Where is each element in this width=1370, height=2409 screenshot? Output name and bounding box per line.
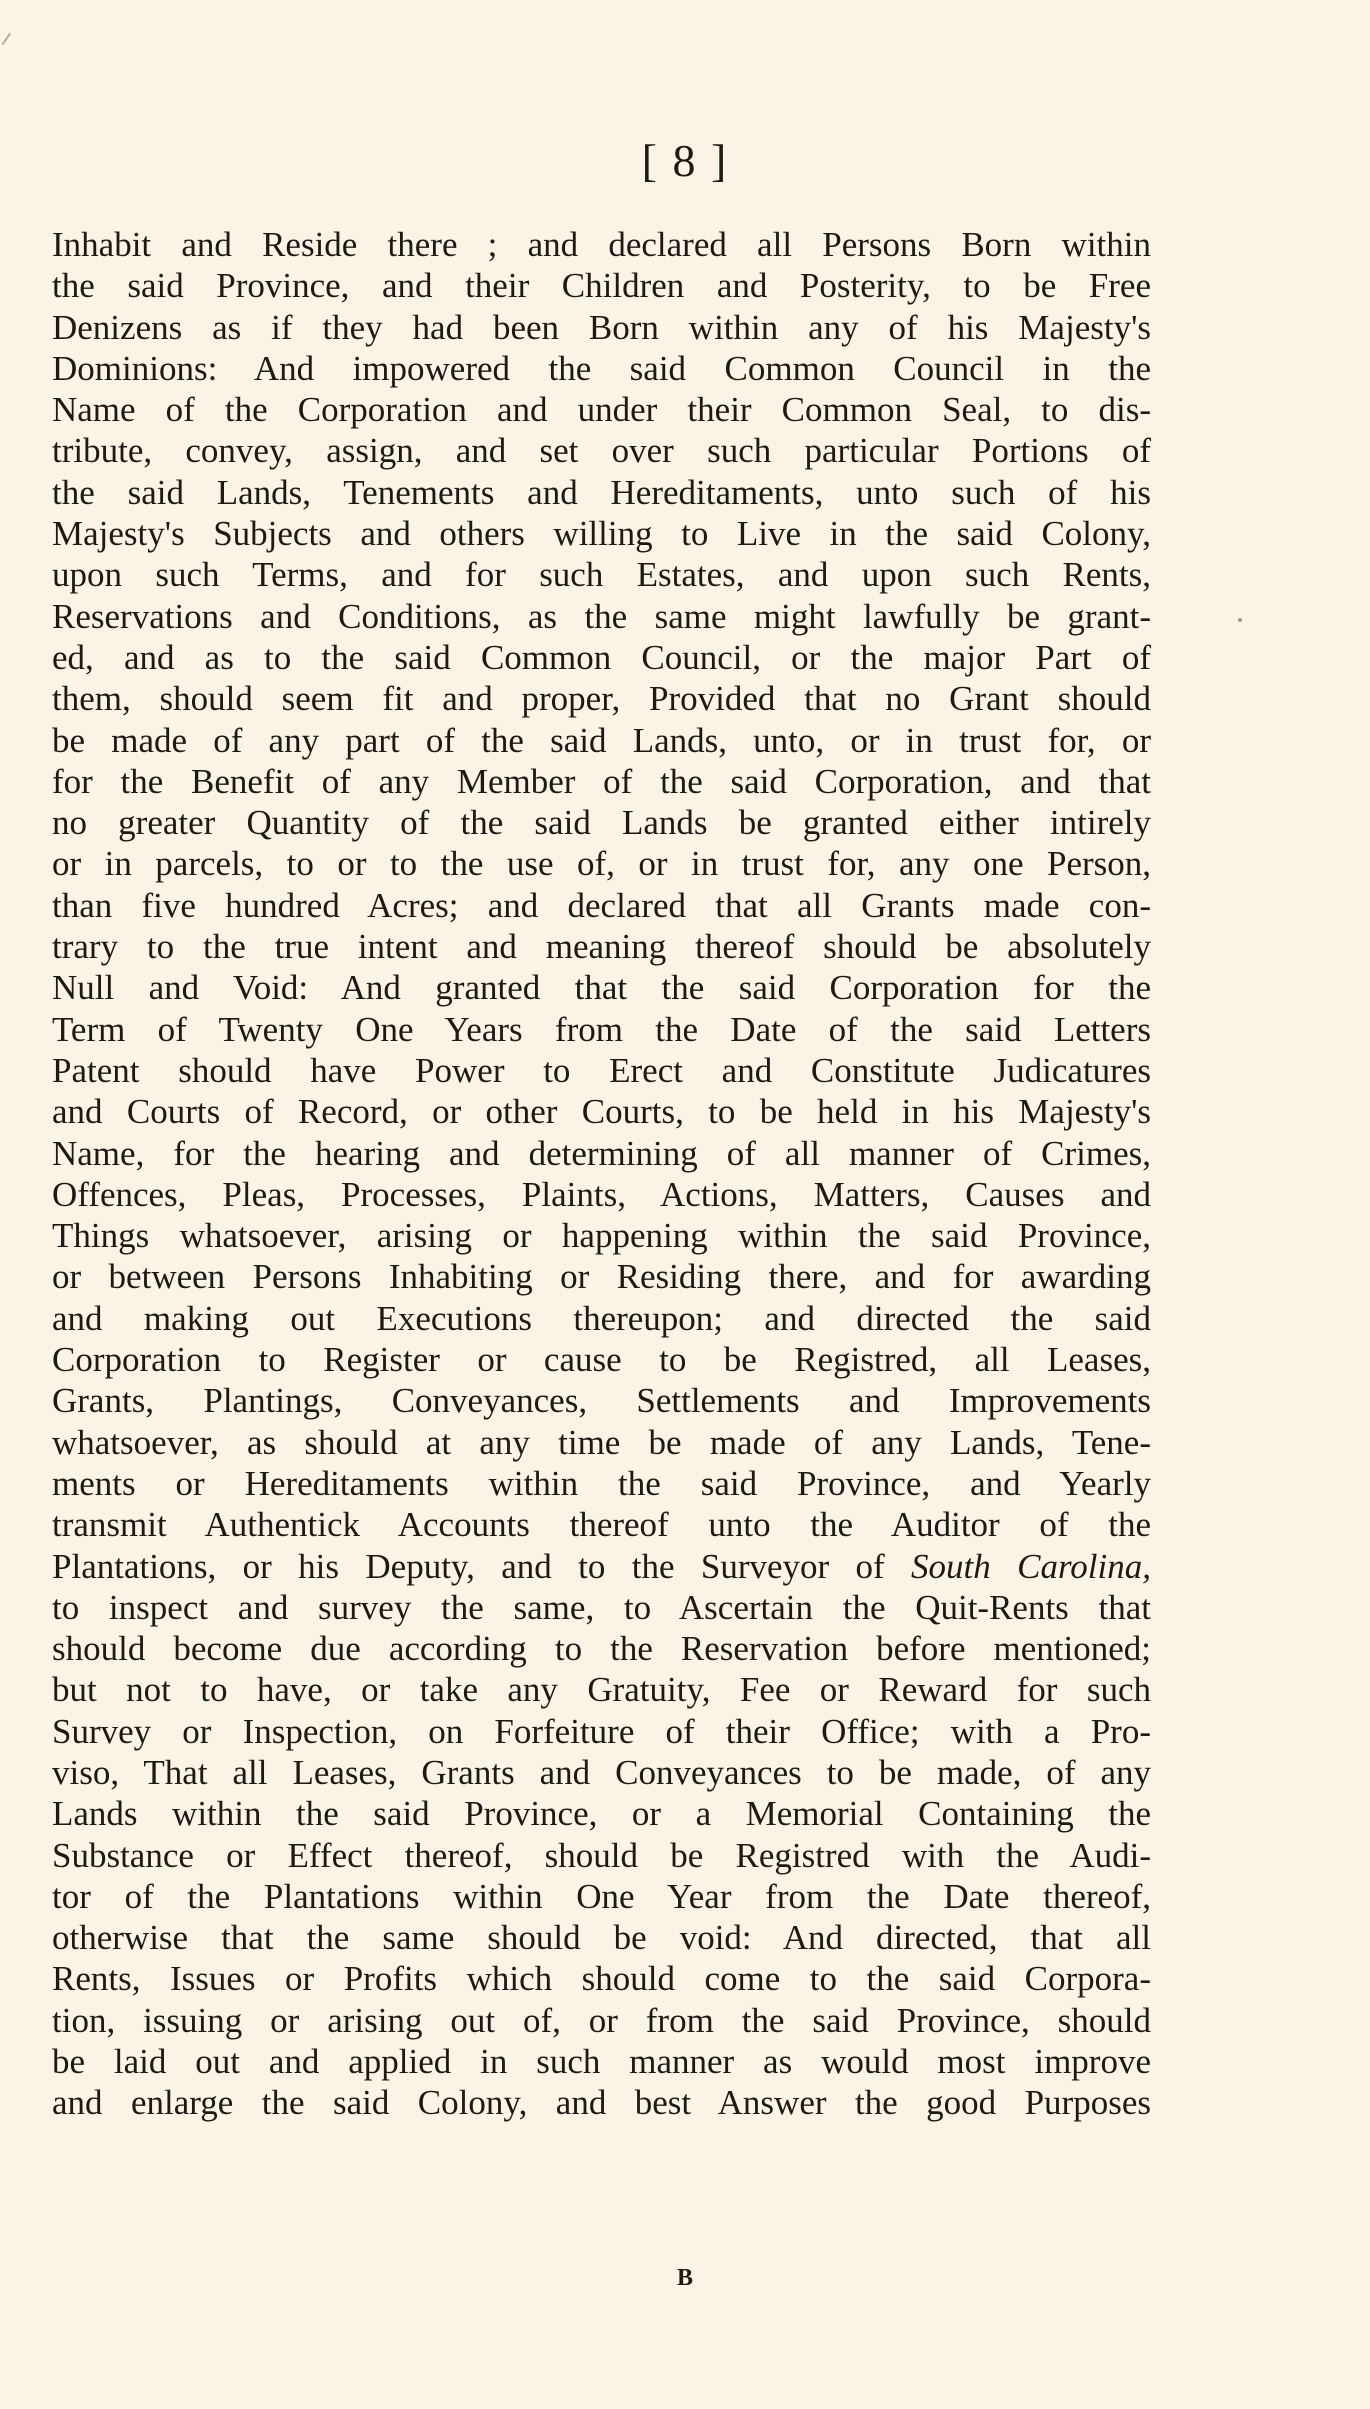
- text-line: and making out Executions thereupon; and directed the said: [52, 1298, 1151, 1338]
- text-line: Lands within the said Province, or a Memorial Containing the: [52, 1794, 1151, 1834]
- text-line: Term of Twenty One Years from the Date of the said Letters: [52, 1009, 1151, 1049]
- text-line: no greater Quantity of the said Lands be granted either intirely: [52, 803, 1151, 843]
- italic-place-name: South Carolina,: [911, 1546, 1151, 1586]
- text-line: Inhabit and Reside there ; and declared all Persons Born within: [52, 225, 1151, 264]
- text-line: Dominions: And impowered the said Common Council in the: [52, 348, 1151, 388]
- text-line: be made of any part of the said Lands, unto, or in trust for, or: [52, 720, 1151, 760]
- text-line: Name of the Corporation and under their Common Seal, to dis-: [52, 390, 1151, 430]
- text-line: should become due according to the Reservation before mentioned;: [52, 1629, 1151, 1669]
- text-line: whatsoever, as should at any time be made of any Lands, Tene-: [52, 1422, 1151, 1462]
- text-line: Name, for the hearing and determining of all manner of Crimes,: [52, 1133, 1151, 1173]
- text-line: trary to the true intent and meaning thereof should be absolutely: [52, 927, 1151, 967]
- text-line: them, should seem fit and proper, Provided that no Grant should: [52, 679, 1151, 719]
- text-line: viso, That all Leases, Grants and Conveyances to be made, of any: [52, 1752, 1151, 1792]
- text-line: Offences, Pleas, Processes, Plaints, Actions, Matters, Causes and: [52, 1174, 1151, 1214]
- text-line: Denizens as if they had been Born within any of his Majesty's: [52, 307, 1151, 347]
- text-line: tor of the Plantations within One Year from the Date thereof,: [52, 1876, 1151, 1916]
- text-line: Substance or Effect thereof, should be Registred with the Audi-: [52, 1835, 1151, 1875]
- text-line: to inspect and survey the same, to Ascertain the Quit-Rents that: [52, 1587, 1151, 1627]
- text-line: otherwise that the same should be void: And directed, that all: [52, 1918, 1151, 1958]
- text-line-prefix: Plantations, or his Deputy, and to the Surveyor of: [52, 1546, 912, 1586]
- text-line: the said Province, and their Children and Posterity, to be Free: [52, 266, 1151, 306]
- text-line: and enlarge the said Colony, and best Answer the good Purposes: [52, 2083, 1151, 2123]
- text-line: tribute, convey, assign, and set over such particular Portions of: [52, 431, 1151, 471]
- text-line: transmit Authentick Accounts thereof unto the Auditor of the: [52, 1505, 1151, 1545]
- text-line: be laid out and applied in such manner as would most improve: [52, 2042, 1151, 2082]
- text-line: Corporation to Register or cause to be Registred, all Leases,: [52, 1340, 1151, 1380]
- text-line: Patent should have Power to Erect and Constitute Judicatures: [52, 1050, 1151, 1090]
- text-line: Grants, Plantings, Conveyances, Settlements and Improvements: [52, 1381, 1151, 1421]
- text-line: Rents, Issues or Profits which should come to the said Corpora-: [52, 1959, 1151, 1999]
- body-text: [52, 224, 1151, 2124]
- page-number: [ 8 ]: [641, 135, 729, 186]
- text-line: Null and Void: And granted that the said Corporation for the: [52, 968, 1151, 1008]
- text-line: Survey or Inspection, on Forfeiture of their Office; with a Pro-: [52, 1711, 1151, 1751]
- text-line: ed, and as to the said Common Council, or the major Part of: [52, 637, 1151, 677]
- signature-mark: B: [676, 2265, 693, 2291]
- margin-speck: [1238, 618, 1242, 622]
- text-line: or in parcels, to or to the use of, or in trust for, any one Person,: [52, 844, 1151, 884]
- text-line-with-italic: [52, 1546, 1151, 1587]
- text-line: than five hundred Acres; and declared that all Grants made con-: [52, 885, 1151, 925]
- text-line: and Courts of Record, or other Courts, to be held in his Majesty's: [52, 1092, 1151, 1132]
- text-line: the said Lands, Tenements and Hereditaments, unto such of his: [52, 472, 1151, 512]
- page-corner-mark: [1, 33, 22, 54]
- text-line: Reservations and Conditions, as the same might lawfully be grant-: [52, 596, 1151, 636]
- text-line: for the Benefit of any Member of the said Corporation, and that: [52, 761, 1151, 801]
- text-line: tion, issuing or arising out of, or from the said Province, should: [52, 2000, 1151, 2040]
- text-line: Majesty's Subjects and others willing to Live in the said Colony,: [52, 514, 1151, 554]
- text-line: ments or Hereditaments within the said Province, and Yearly: [52, 1463, 1151, 1503]
- text-line: upon such Terms, and for such Estates, and upon such Rents,: [52, 555, 1151, 595]
- text-line: but not to have, or take any Gratuity, Fee or Reward for such: [52, 1670, 1151, 1710]
- text-line: or between Persons Inhabiting or Residing there, and for awarding: [52, 1257, 1151, 1297]
- text-line: Things whatsoever, arising or happening within the said Province,: [52, 1216, 1151, 1256]
